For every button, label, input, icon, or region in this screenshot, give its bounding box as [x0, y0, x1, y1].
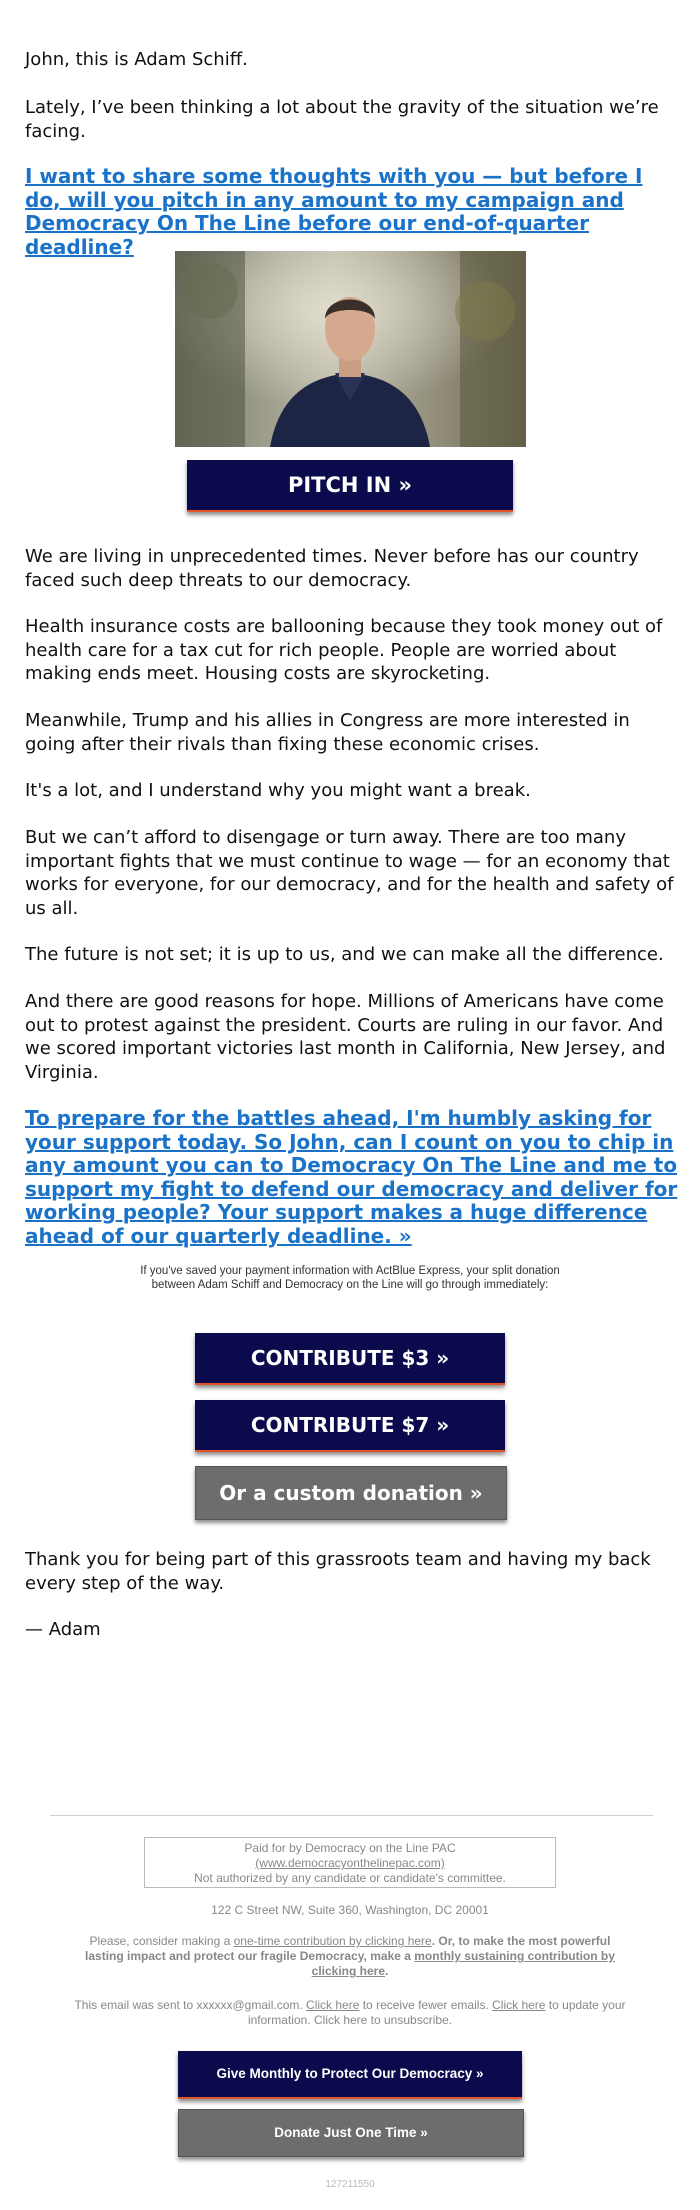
email-code: 127211550: [325, 2179, 375, 2190]
monthly-contribution-link[interactable]: monthly sustaining contribution by clicking here: [311, 1949, 615, 1978]
paid-for-box: [144, 1837, 556, 1888]
contribute-7-button[interactable]: CONTRIBUTE $7 »: [195, 1400, 505, 1452]
contribution-note-end: .: [385, 1964, 389, 1978]
not-authorized-text: Not authorized by any candidate or candidate's committee.: [194, 1871, 506, 1885]
fewer-emails-text: to receive fewer emails.: [359, 1998, 493, 2012]
signature: — Adam: [25, 1619, 101, 1640]
greeting: John, this is Adam Schiff.: [25, 49, 248, 70]
update-info-link[interactable]: Click here: [492, 1998, 546, 2012]
custom-donation-button[interactable]: Or a custom donation »: [195, 1466, 507, 1520]
contribution-note-text: Please, consider making a: [89, 1934, 234, 1948]
paid-by-text: Paid for by Democracy on the Line PAC: [244, 1841, 456, 1855]
body-paragraph: But we can’t afford to disengage or turn away. There are too many important fights that we must continue to wage — for an economy that works for everyone, for our democracy, and for the health and safety of us all.: [25, 827, 674, 919]
intro-paragraph: Lately, I’ve been thinking a lot about the gravity of the situation we’re facing.: [25, 97, 659, 142]
hero-image[interactable]: [175, 251, 526, 447]
sent-to-text: This email was sent to xxxxxx@gmail.com.: [74, 1998, 307, 2012]
portrait-photo: [175, 251, 526, 447]
thanks-paragraph: Thank you for being part of this grassroots team and having my back every step of the way.: [25, 1549, 651, 1594]
body-paragraph: The future is not set; it is up to us, and we can make all the difference.: [25, 944, 664, 965]
body-paragraph: We are living in unprecedented times. Never before has our country faced such deep threats to our democracy.: [25, 546, 639, 591]
give-monthly-button[interactable]: Give Monthly to Protect Our Democracy »: [178, 2051, 522, 2099]
pac-website-link[interactable]: (www.democracyonthelinepac.com): [255, 1856, 445, 1870]
body-paragraph: Health insurance costs are ballooning because they took money out of health care for a tax cut for rich people. People are worried about making ends meet. Housing costs are skyrocketing.: [25, 616, 663, 684]
headline-donate-link[interactable]: I want to share some thoughts with you — but before I do, will you pitch in any amount to my campaign and Democracy On The Line before our end-of-quarter deadline?: [25, 164, 643, 259]
donate-one-time-button[interactable]: Donate Just One Time »: [178, 2109, 524, 2157]
unsubscribe-text: to update your information. Click here to unsubscribe.: [247, 1998, 626, 2027]
contribution-note-bold: . Or, to make the most powerful lasting impact and protect our fragile Democracy, make a: [85, 1934, 611, 1963]
body-paragraph: Meanwhile, Trump and his allies in Congress are more interested in going after their rivals than fixing these economic crises.: [25, 710, 630, 755]
one-time-contribution-link[interactable]: one-time contribution by clicking here: [233, 1934, 432, 1948]
contribution-note: [70, 1934, 630, 1979]
footer-divider: [50, 1815, 653, 1816]
cta-donate-link[interactable]: To prepare for the battles ahead, I'm humbly asking for your support today. So John, can I count on you to chip in any amount you can to Democracy On The Line and me to support my fight to defend our democracy and deliver for working people? Your support makes a huge difference ahead of our quarterly deadline. »: [25, 1106, 678, 1248]
mailing-address: 122 C Street NW, Suite 360, Washington, DC 20001: [211, 1903, 489, 1917]
fewer-emails-link[interactable]: Click here: [306, 1998, 360, 2012]
contribute-3-button[interactable]: CONTRIBUTE $3 »: [195, 1333, 505, 1385]
body-paragraph: It's a lot, and I understand why you might want a break.: [25, 780, 531, 801]
actblue-note: If you've saved your payment information with ActBlue Express, your split donation between Adam Schiff and Democracy on the Line will go through immediately:: [140, 1265, 560, 1291]
email-preferences: [60, 1998, 640, 2028]
body-paragraph: And there are good reasons for hope. Millions of Americans have come out to protest against the president. Courts are ruling in our favor. And we scored important victories last month in California, New Jersey, and Virginia.: [25, 991, 666, 1083]
pitch-in-button[interactable]: PITCH IN »: [187, 460, 513, 512]
